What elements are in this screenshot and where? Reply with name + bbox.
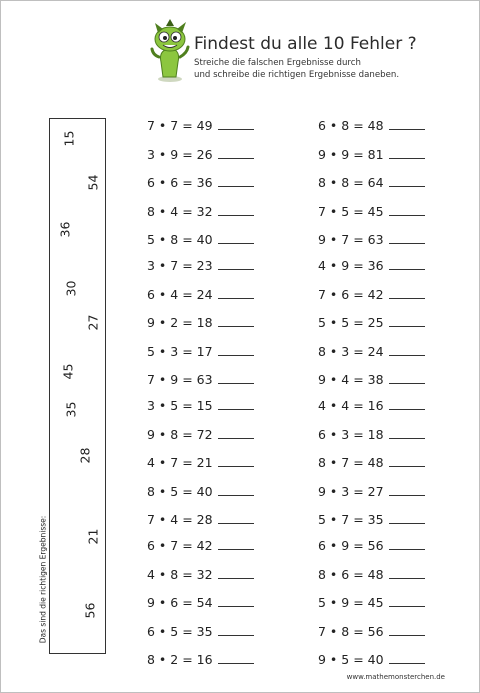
instruction-line-1: Streiche die falschen Ergebnisse durch: [194, 58, 361, 68]
answer-number: 56: [82, 602, 98, 619]
answer-blank[interactable]: [389, 625, 425, 636]
equation-text: 6 • 9 = 56: [318, 538, 384, 553]
equation-text: 5 • 7 = 35: [318, 512, 384, 527]
equation-row: [318, 372, 425, 387]
equation-text: 9 • 6 = 54: [147, 595, 213, 610]
equation-row: [318, 232, 425, 247]
answer-blank[interactable]: [218, 539, 254, 550]
answer-blank[interactable]: [389, 345, 425, 356]
equation-text: 7 • 8 = 56: [318, 623, 384, 639]
equation-row: [147, 398, 254, 413]
equation-text: 5 • 9 = 45: [318, 595, 384, 610]
answer-number: 28: [77, 447, 93, 464]
equation-text: 7 • 5 = 45: [318, 203, 384, 219]
equation-row: [147, 624, 254, 639]
equation-row: [318, 287, 425, 302]
answer-blank[interactable]: [218, 625, 254, 636]
equation-text: 4 • 9 = 36: [318, 258, 384, 273]
equation-text: 7 • 9 = 63: [147, 372, 213, 387]
equation-text: 8 • 2 = 16: [147, 652, 213, 667]
equation-row: [147, 175, 254, 190]
equation-text: 6 • 3 = 18: [318, 426, 384, 442]
equation-text: 8 • 7 = 48: [318, 455, 384, 470]
equation-row: [147, 315, 254, 330]
equation-row: [147, 204, 254, 219]
equation-text: 8 • 4 = 32: [147, 203, 213, 219]
equation-text: 8 • 8 = 64: [318, 175, 384, 190]
answer-number: 45: [60, 363, 76, 380]
instruction-line-2: und schreibe die richtigen Ergebnisse daneben.: [194, 70, 400, 80]
answer-blank[interactable]: [218, 513, 254, 524]
equation-row: [318, 484, 425, 499]
answer-blank[interactable]: [218, 373, 254, 384]
equation-row: [147, 595, 254, 610]
answer-blank[interactable]: [218, 485, 254, 496]
answer-blank[interactable]: [389, 513, 425, 524]
equation-row: [318, 118, 425, 133]
equation-row: [147, 538, 254, 553]
equation-text: 6 • 8 = 48: [318, 118, 384, 133]
answer-blank[interactable]: [389, 428, 425, 439]
answer-blank[interactable]: [389, 288, 425, 299]
equation-row: [147, 567, 254, 582]
equation-text: 6 • 5 = 35: [147, 623, 213, 639]
answer-blank[interactable]: [389, 653, 425, 664]
equation-text: 6 • 7 = 42: [147, 538, 213, 553]
equation-row: [147, 147, 254, 162]
answer-blank[interactable]: [389, 568, 425, 579]
answer-number: 15: [61, 130, 77, 147]
answer-blank[interactable]: [218, 259, 254, 270]
equation-row: [147, 232, 254, 247]
equation-row: [147, 427, 254, 442]
equation-text: 9 • 3 = 27: [318, 483, 384, 499]
answer-number: 27: [85, 314, 101, 331]
green-monster-mascot-icon: [149, 17, 191, 83]
equation-row: [147, 652, 254, 667]
answer-blank[interactable]: [389, 119, 425, 130]
equation-row: [318, 344, 425, 359]
equation-text: 7 • 6 = 42: [318, 286, 384, 302]
answer-blank[interactable]: [389, 259, 425, 270]
equation-text: 9 • 8 = 72: [147, 426, 213, 442]
equation-text: 4 • 8 = 32: [147, 566, 213, 582]
equation-row: [318, 427, 425, 442]
answer-blank[interactable]: [389, 539, 425, 550]
equation-text: 6 • 4 = 24: [147, 286, 213, 302]
answer-blank[interactable]: [218, 316, 254, 327]
equation-text: 9 • 2 = 18: [147, 315, 213, 330]
equation-row: [147, 455, 254, 470]
equation-text: 9 • 7 = 63: [318, 232, 384, 247]
equation-text: 8 • 3 = 24: [318, 343, 384, 359]
answer-blank[interactable]: [218, 345, 254, 356]
equation-row: [147, 344, 254, 359]
answer-blank[interactable]: [389, 399, 425, 410]
answer-number: 21: [85, 528, 101, 545]
equation-text: 8 • 6 = 48: [318, 566, 384, 582]
equation-row: [318, 204, 425, 219]
answer-blank[interactable]: [389, 233, 425, 244]
answer-blank[interactable]: [389, 316, 425, 327]
answer-blank[interactable]: [389, 485, 425, 496]
equation-row: [318, 624, 425, 639]
equation-row: [147, 512, 254, 527]
equation-text: 7 • 4 = 28: [147, 512, 213, 527]
answer-number: 36: [57, 221, 73, 238]
equation-text: 8 • 5 = 40: [147, 483, 213, 499]
equation-text: 9 • 5 = 40: [318, 652, 384, 667]
answer-number: 54: [85, 174, 101, 191]
equation-row: [318, 315, 425, 330]
answer-blank[interactable]: [218, 456, 254, 467]
equation-text: 7 • 7 = 49: [147, 118, 213, 133]
equation-row: [318, 175, 425, 190]
equation-row: [318, 147, 425, 162]
answer-blank[interactable]: [389, 596, 425, 607]
equation-row: [318, 455, 425, 470]
equation-text: 5 • 3 = 17: [147, 343, 213, 359]
footer-website: www.mathemonsterchen.de: [346, 673, 445, 681]
equation-text: 5 • 5 = 25: [318, 315, 384, 330]
equation-row: [318, 398, 425, 413]
answer-blank[interactable]: [218, 205, 254, 216]
equation-text: 9 • 9 = 81: [318, 146, 384, 162]
answer-blank[interactable]: [389, 148, 425, 159]
equation-row: [318, 538, 425, 553]
equation-row: [147, 484, 254, 499]
answer-blank[interactable]: [218, 428, 254, 439]
answer-blank[interactable]: [218, 233, 254, 244]
equation-row: [147, 118, 254, 133]
equation-text: 3 • 9 = 26: [147, 146, 213, 162]
answer-blank[interactable]: [389, 373, 425, 384]
equation-row: [318, 652, 425, 667]
answer-blank[interactable]: [389, 205, 425, 216]
equation-text: 3 • 7 = 23: [147, 258, 213, 273]
answer-number: 35: [63, 401, 79, 418]
answer-blank[interactable]: [389, 456, 425, 467]
equation-row: [318, 258, 425, 273]
equation-row: [147, 372, 254, 387]
equation-text: 4 • 7 = 21: [147, 455, 213, 470]
equation-row: [147, 258, 254, 273]
equation-row: [318, 567, 425, 582]
answer-box-caption: Das sind die richtigen Ergebnisse:: [38, 515, 48, 644]
answer-blank[interactable]: [218, 176, 254, 187]
equation-text: 9 • 4 = 38: [318, 372, 384, 387]
answer-number: 30: [63, 280, 79, 297]
equation-row: [147, 287, 254, 302]
equation-text: 6 • 6 = 36: [147, 175, 213, 190]
answer-blank[interactable]: [218, 399, 254, 410]
answer-box: [38, 118, 106, 654]
equation-text: 5 • 8 = 40: [147, 232, 213, 247]
page-title: Findest du alle 10 Fehler ?: [194, 34, 417, 54]
answer-blank[interactable]: [218, 653, 254, 664]
answer-blank[interactable]: [389, 176, 425, 187]
equation-row: [318, 512, 425, 527]
equation-text: 4 • 4 = 16: [318, 398, 384, 413]
answer-blank[interactable]: [218, 568, 254, 579]
answer-blank[interactable]: [218, 119, 254, 130]
answer-blank[interactable]: [218, 148, 254, 159]
answer-blank[interactable]: [218, 288, 254, 299]
equation-row: [318, 595, 425, 610]
answer-blank[interactable]: [218, 596, 254, 607]
equation-text: 3 • 5 = 15: [147, 398, 213, 413]
